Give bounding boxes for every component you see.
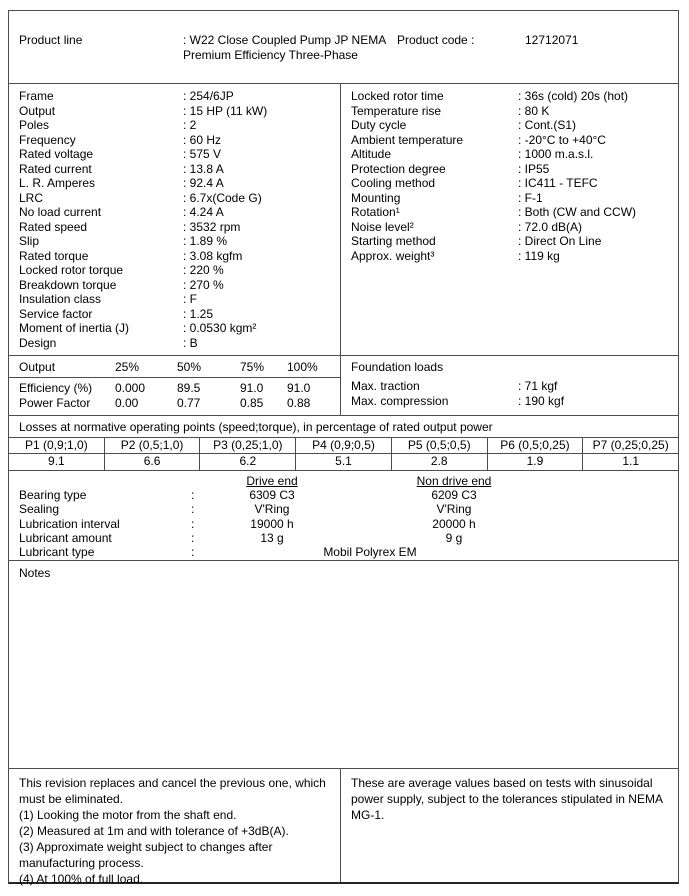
spec-label: Protection degree: [351, 161, 446, 176]
colon: :: [191, 530, 195, 545]
spec-label: Slip: [19, 234, 40, 248]
row-label: Power Factor: [19, 395, 91, 410]
spec-label: Rated torque: [19, 248, 89, 263]
row-label: Max. traction: [351, 379, 420, 393]
datasheet-table: [8, 10, 679, 884]
losses-values-row: [9, 454, 678, 470]
spec-row: [19, 104, 340, 119]
losses-value-cell: 5.1: [295, 454, 391, 470]
output-header-cell: 100%: [287, 360, 318, 374]
spec-row: [19, 118, 340, 133]
footnote-3: (3) Approximate weight subject to changes after manufacturing process.: [19, 840, 273, 870]
losses-header-row: [9, 438, 678, 454]
colon: :: [191, 545, 195, 560]
bearing-row: [9, 488, 678, 502]
output-table: [9, 356, 341, 415]
output-header-cell: 25%: [115, 360, 140, 374]
spec-value: : 4.24 A: [183, 205, 224, 219]
losses-value-cell: 6.2: [199, 454, 295, 470]
footnote-1: (1) Looking the motor from the shaft end.: [19, 808, 237, 822]
spec-label: Service factor: [19, 306, 93, 321]
non-drive-end-header: Non drive end: [416, 474, 492, 488]
revision-note: This revision replaces and cancel the previous one, which must be eliminated.: [19, 776, 326, 806]
spec-row: [351, 118, 678, 133]
efficiency-25: 0.000: [115, 381, 146, 395]
spec-row: [351, 133, 678, 148]
spec-label: Frame: [19, 89, 54, 103]
row-label: Lubrication interval: [19, 516, 120, 531]
output-header-cell: 50%: [177, 360, 202, 374]
row-label: Bearing type: [19, 488, 87, 503]
spec-row: [19, 292, 340, 307]
spec-value: : 1.25: [183, 306, 214, 321]
pf-25: 0.00: [115, 395, 139, 410]
spec-label: Locked rotor torque: [19, 263, 124, 277]
spec-row: [351, 234, 678, 249]
spec-row: [19, 147, 340, 162]
spec-label: L. R. Amperes: [19, 176, 96, 190]
row-label: Sealing: [19, 502, 60, 517]
spec-label: Approx. weight³: [351, 248, 435, 263]
losses-title: Losses at normative operating points (speed;torque), in percentage of rated output power: [9, 416, 678, 438]
spec-label: Rotation¹: [351, 205, 400, 219]
spec-label: Altitude: [351, 147, 392, 161]
spec-value: : B: [183, 335, 198, 350]
product-line-value: : W22 Close Coupled Pump JP NEMA Premium Efficiency Three-Phase: [183, 33, 386, 62]
colon: :: [191, 516, 195, 531]
spec-row: [351, 220, 678, 235]
spec-value: : 3532 rpm: [183, 219, 241, 234]
footnote-4: (4) At 100% of full load.: [19, 872, 144, 886]
losses-value-cell: 1.9: [487, 454, 583, 470]
drive-value: V'Ring: [254, 502, 290, 517]
spec-label: Insulation class: [19, 292, 102, 306]
spec-label: Starting method: [351, 234, 436, 248]
spec-label: Frequency: [19, 132, 76, 147]
spec-label: Mounting: [351, 190, 401, 205]
nondrive-value: 20000 h: [432, 516, 476, 531]
row-label: Max. compression: [351, 393, 449, 408]
spec-row: [351, 147, 678, 162]
spec-row: [351, 176, 678, 191]
foundation-loads: [341, 356, 678, 415]
nondrive-value: 9 g: [445, 530, 463, 545]
footer-left-notes: [9, 769, 341, 886]
losses-value-cell: 6.6: [104, 454, 200, 470]
losses-header-cell: P5 (0,5;0,5): [391, 438, 487, 453]
spec-value: : 1.89 %: [183, 234, 228, 248]
spec-row: [351, 162, 678, 177]
row-value: : 190 kgf: [518, 393, 565, 408]
spec-value: : 6.7x(Code G): [183, 190, 262, 205]
spec-value: : 92.4 A: [183, 176, 224, 190]
bearing-row: [9, 502, 678, 516]
spec-label: Design: [19, 335, 57, 350]
drive-value: 19000 h: [250, 516, 294, 531]
spec-label: Locked rotor time: [351, 89, 444, 103]
spec-label: Poles: [19, 118, 50, 132]
spec-row: [19, 220, 340, 235]
spec-value: : -20°C to +40°C: [518, 132, 606, 147]
spec-value: : IP55: [518, 161, 550, 176]
output-header-cell: Output: [19, 360, 56, 374]
spec-row: [19, 234, 340, 249]
losses-header-cell: P3 (0,25;1,0): [199, 438, 295, 453]
spacer: [19, 474, 191, 488]
spec-label: Temperature rise: [351, 103, 442, 118]
spec-value: : F: [183, 292, 197, 306]
specs-section: [9, 83, 678, 355]
efficiency-100: 91.0: [287, 381, 311, 395]
spec-value: : 13.8 A: [183, 161, 224, 176]
spec-label: Breakdown torque: [19, 277, 117, 292]
spec-value: : 60 Hz: [183, 132, 222, 147]
header-section: [9, 11, 678, 83]
foundation-row: [351, 394, 678, 409]
spec-row: [19, 133, 340, 148]
spec-label: Moment of inertia (J): [19, 321, 130, 335]
spec-value: : 72.0 dB(A): [518, 219, 583, 234]
spec-row: [19, 278, 340, 293]
notes-section: [9, 560, 678, 768]
spec-label: Rated voltage: [19, 147, 94, 161]
efficiency-75: 91.0: [240, 381, 264, 395]
spec-label: No load current: [19, 205, 102, 219]
bearing-row: [9, 517, 678, 531]
lubricant-type-value: Mobil Polyrex EM: [323, 545, 417, 560]
spec-value: : 220 %: [183, 263, 224, 277]
spec-label: Output: [19, 103, 56, 118]
spec-label: Rated current: [19, 161, 92, 176]
spec-row: [351, 104, 678, 119]
spec-row: [19, 176, 340, 191]
output-table-header: [9, 356, 340, 378]
spec-value: : Both (CW and CCW): [518, 205, 637, 219]
spec-value: : 2: [183, 118, 197, 132]
pf-75: 0.85: [240, 395, 264, 410]
spec-label: Cooling method: [351, 176, 436, 190]
losses-value-cell: 1.1: [582, 454, 678, 470]
spec-value: : 80 K: [518, 103, 550, 118]
spec-row: [351, 89, 678, 104]
specs-left-column: [9, 84, 341, 355]
product-line-label: Product line: [19, 33, 83, 47]
foundation-loads-title: Foundation loads: [351, 360, 444, 374]
output-section: [9, 355, 678, 415]
spec-label: Rated speed: [19, 219, 88, 234]
drive-end-header: Drive end: [246, 474, 298, 488]
spec-value: : 36s (cold) 20s (hot): [518, 89, 629, 103]
row-value: : 71 kgf: [518, 379, 558, 393]
losses-value-cell: 9.1: [48, 454, 65, 468]
footer-right-note: [341, 769, 678, 882]
spec-row: [19, 307, 340, 322]
drive-value: 6309 C3: [249, 488, 295, 503]
specs-right-column: [341, 84, 678, 355]
losses-header-cell: P2 (0,5;1,0): [104, 438, 200, 453]
drive-value: 13 g: [260, 530, 284, 545]
spec-row: [19, 336, 340, 351]
spec-value: : 119 kg: [518, 248, 560, 263]
spec-label: LRC: [19, 190, 44, 205]
losses-header-cell: P6 (0,5;0,25): [487, 438, 583, 453]
losses-section: [9, 415, 678, 470]
row-label: Efficiency (%): [19, 381, 93, 395]
spec-value: : Cont.(S1): [518, 118, 577, 132]
spec-label: Ambient temperature: [351, 132, 464, 147]
output-header-cell: 75%: [240, 360, 265, 374]
spec-row: [351, 205, 678, 220]
spec-row: [19, 89, 340, 104]
spec-value: : 15 HP (11 kW): [183, 103, 268, 118]
notes-title: Notes: [19, 566, 51, 580]
spec-value: : Direct On Line: [518, 234, 602, 248]
losses-header-cell: P1 (0,9;1,0): [25, 438, 88, 452]
spec-value: : 270 %: [183, 277, 224, 292]
spec-row: [19, 162, 340, 177]
spec-row: [19, 249, 340, 264]
spec-label: Noise level²: [351, 219, 414, 234]
bearing-row: [9, 531, 678, 545]
spec-row: [351, 249, 678, 264]
lubricant-type-row: [9, 545, 678, 559]
spec-value: : 1000 m.a.s.l.: [518, 147, 594, 161]
bearings-header-row: [9, 474, 678, 488]
product-code-label: Product code :: [397, 33, 475, 47]
losses-header-cell: P7 (0,25;0,25): [582, 438, 678, 453]
efficiency-50: 89.5: [177, 381, 201, 395]
colon: :: [191, 488, 195, 503]
spec-row: [351, 191, 678, 206]
product-code-value: 12712071: [525, 33, 579, 47]
bearings-section: [9, 470, 678, 560]
spec-value: : 3.08 kgfm: [183, 248, 243, 263]
spec-value: : F-1: [518, 190, 543, 205]
spec-value: : IC411 - TEFC: [518, 176, 598, 190]
nondrive-value: 6209 C3: [431, 488, 477, 503]
efficiency-row: [9, 378, 340, 396]
footnote-2: (2) Measured at 1m and with tolerance of +3dB(A).: [19, 824, 289, 838]
spec-row: [19, 191, 340, 206]
colon: :: [191, 502, 195, 517]
foundation-row: [351, 379, 678, 394]
footer-section: [9, 768, 678, 886]
losses-value-cell: 2.8: [391, 454, 487, 470]
nondrive-value: V'Ring: [436, 502, 472, 517]
spec-row: [19, 321, 340, 336]
power-factor-row: [9, 396, 340, 411]
losses-header-cell: P4 (0,9;0,5): [295, 438, 391, 453]
spec-value: : 0.0530 kgm²: [183, 321, 257, 335]
spec-label: Duty cycle: [351, 118, 407, 132]
row-label: Lubricant amount: [19, 530, 112, 545]
spec-row: [19, 263, 340, 278]
row-label: Lubricant type: [19, 545, 95, 560]
tolerance-note: These are average values based on tests with sinusoidal power supply, subject to the tolerances stipulated in NEMA MG-1.: [351, 776, 663, 822]
spec-value: : 575 V: [183, 147, 222, 161]
spacer: [191, 474, 205, 488]
spec-row: [19, 205, 340, 220]
pf-50: 0.77: [177, 395, 201, 410]
spec-value: : 254/6JP: [183, 89, 234, 103]
pf-100: 0.88: [287, 395, 311, 410]
